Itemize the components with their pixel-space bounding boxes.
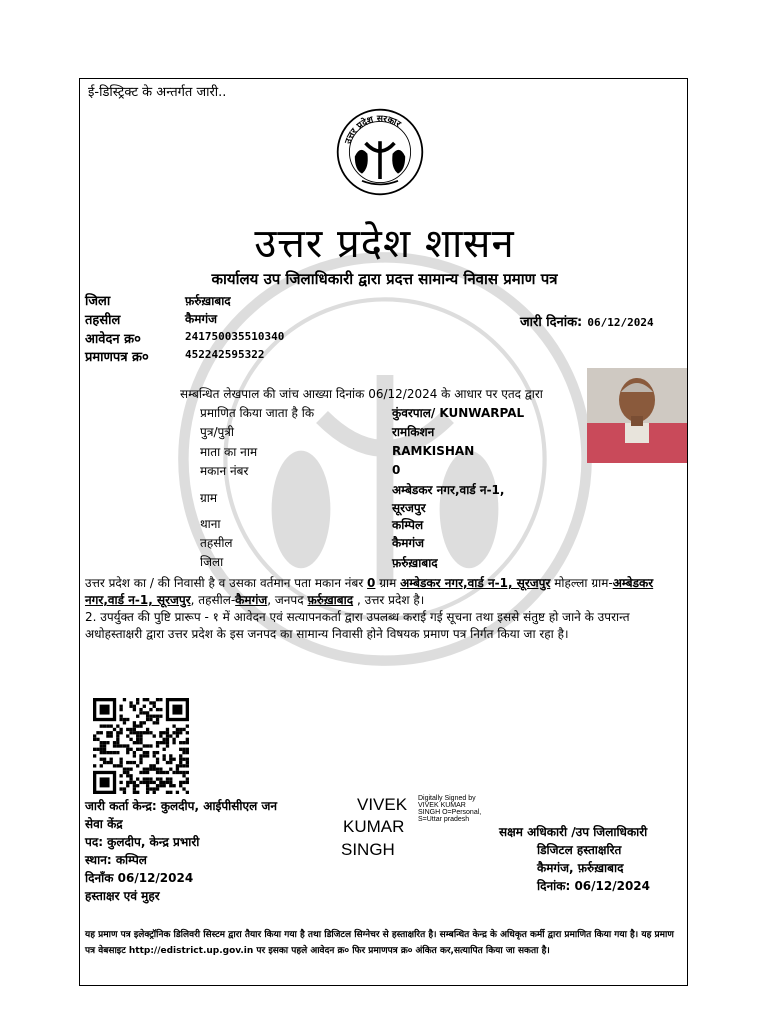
residence-statement: उत्तर प्रदेश का / की निवासी है व उसका वर्तमान पता मकान नंबर 0 ग्राम अम्बेडकर नगर,वार्ड न-1, सूरजपुर मोहल्ला ग्राम-अम्बेडकर नगर,वार्ड न-1, सूरजपुर, तहसील-कैमगंज, जनपद फ़र्रुख़ाबाद , उत्तर प्रदेश है। 2. उपर्युक्त की पुष्टि प्रारूप - १ में आवेदन एवं सत्यापनकर्ता द्वारा उपलब्ध कराई गई सूचना तथा इससे संतुष्ट हो जाने के उपरान्त अधोहस्ताक्षरी द्वारा उत्तर प्रदेश के इस जनपद का सामान्य निवासी होने विषयक प्रमाण पत्र निर्गत किया जा रहा है।	[85, 576, 654, 641]
authority-place: कैमगंज, फ़र्रुख़ाबाद	[537, 861, 624, 875]
detail-label-village: ग्राम	[200, 491, 218, 505]
issuer-sign-seal: हस्ताक्षर एवं मुहर	[85, 889, 160, 903]
application-number: 241750035510340	[185, 330, 285, 343]
detail-label-district: जिला	[200, 555, 224, 569]
footer-note: यह प्रमाण पत्र इलेक्ट्रॉनिक डिलिवरी सिस्टम द्वारा तैयार किया गया है तथा डिजिटल सिग्नेचर से हस्ताक्षरित है। सम्बन्धित केन्द्र के अधिकृत कर्मी द्वारा प्रमाणित किया गया है। यह प्रमाण पत्र वेबसाइट http://edistrict.up.gov.in पर इसका पहले आवेदन क्र० फिर प्रमाणपत्र क्र० अंकित कर,सत्यापित किया जा सकता है।	[85, 930, 674, 956]
certificate-number-label: प्रमाणपत्र क्र०	[85, 350, 149, 365]
authority-digital: डिजिटल हस्ताक्षरित	[537, 843, 622, 857]
digital-signature: VIVEK KUMAR SINGH Digitally Signed by VIVEK KUMAR SINGH O=Personal, S=Uttar pradesh	[341, 795, 482, 859]
detail-label-police-station: थाना	[200, 517, 221, 531]
application-number-label: आवेदन क्र०	[85, 332, 141, 347]
issuer-block	[85, 797, 277, 905]
detail-value-village-cont: सूरजपुर	[392, 501, 426, 515]
certificate-number: 452242595322	[185, 348, 265, 361]
certificate-title: कार्यालय उप जिलाधिकारी द्वारा प्रदत्त सामान्य निवास प्रमाण पत्र	[211, 270, 558, 288]
detail-label-parent: पुत्र/पुत्री	[200, 425, 235, 439]
issue-date-block	[520, 311, 654, 330]
issuer-center-cont: सेवा केंद्र	[85, 817, 123, 831]
detail-label-mother: माता का नाम	[200, 445, 258, 459]
applicant-photo	[587, 368, 687, 463]
government-title: उत्तर प्रदेश शासन	[254, 221, 515, 267]
detail-value-police-station: कम्पिल	[392, 518, 424, 532]
tehsil-label: तहसील	[85, 313, 121, 328]
header-note: ई-डिस्ट्रिक्ट के अन्तर्गत जारी..	[88, 85, 227, 100]
tehsil-value: कैमगंज	[185, 312, 218, 326]
authority-title: सक्षम अधिकारी /उप जिलाधिकारी	[499, 825, 648, 839]
qr-code	[93, 698, 189, 794]
detail-value-tehsil: कैमगंज	[392, 536, 425, 550]
issuer-date: दिनाँक 06/12/2024	[85, 871, 194, 885]
district-value: फ़र्रुख़ाबाद	[185, 294, 231, 308]
detail-value-mother: RAMKISHAN	[392, 444, 475, 458]
detail-value-house: 0	[392, 463, 401, 477]
certificate-document	[79, 78, 688, 986]
issuer-place: स्थान: कम्पिल	[85, 853, 147, 867]
detail-value-name: कुंवरपाल/ KUNWARPAL	[392, 406, 525, 420]
district-label: जिला	[85, 294, 111, 309]
detail-label-tehsil: तहसील	[200, 536, 233, 550]
up-emblem-icon	[335, 107, 425, 197]
detail-value-district: फ़र्रुख़ाबाद	[392, 556, 438, 570]
issue-date-label: जारी दिनांक:	[520, 315, 583, 330]
authority-date: दिनांक: 06/12/2024	[537, 879, 651, 893]
authority-block	[499, 823, 650, 895]
issue-date-value: 06/12/2024	[587, 316, 654, 329]
verification-statement: 2. उपर्युक्त की पुष्टि प्रारूप - १ में आवेदन एवं सत्यापनकर्ता द्वारा उपलब्ध कराई गई सूचना तथा इससे संतुष्ट हो जाने के उपरान्त अधोहस्ताक्षरी द्वारा उत्तर प्रदेश के इस जनपद का सामान्य निवासी होने विषयक प्रमाण पत्र निर्गत किया जा रहा है।	[85, 610, 630, 641]
emblem-text: उत्तर प्रदेश सरकार	[343, 114, 403, 146]
detail-value-village: अम्बेडकर नगर,वार्ड न-1,	[392, 483, 505, 497]
detail-value-parent: रामकिशन	[392, 425, 435, 439]
inquiry-intro: सम्बन्धित लेखपाल की जांच आख्या दिनांक 06/12/2024 के आधार पर एतद द्वारा	[180, 387, 543, 401]
detail-label-certified: प्रमाणित किया जाता है कि	[200, 406, 315, 420]
issuer-post: पद: कुलदीप, केन्द्र प्रभारी	[85, 835, 200, 849]
detail-label-house: मकान नंबर	[200, 464, 249, 478]
issuer-center: जारी कर्ता केन्द्र: कुलदीप, आईपीसीएल जन	[85, 799, 278, 813]
